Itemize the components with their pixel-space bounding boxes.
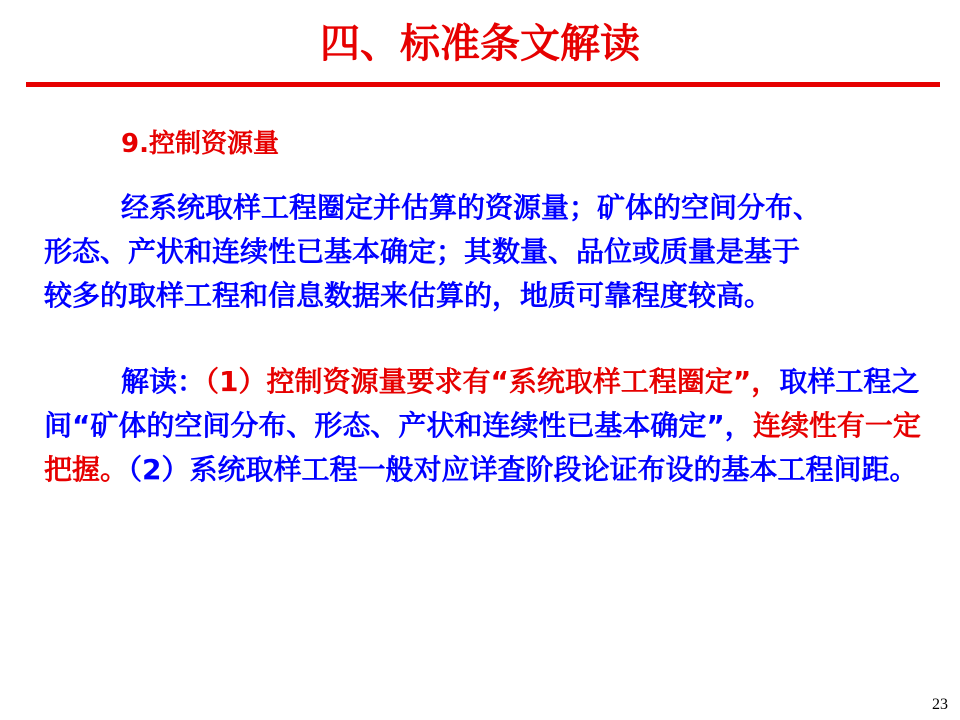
interpretation-label: 解读： (121, 365, 206, 398)
interpretation-point-1-detail: 取样工程之间“矿体的空间分布、形态、产状和连续性已基本确定”， (44, 365, 920, 442)
page-number: 23 (932, 696, 948, 713)
definition-line-3: 较多的取样工程和信息数据来估算的，地质可靠程度较高。 (44, 279, 773, 312)
section-heading: 9.控制资源量 (121, 129, 279, 159)
title-underline (26, 82, 940, 87)
definition-line-1: 经系统取样工程圈定并估算的资源量；矿体的空间分布、 (121, 191, 822, 224)
interpretation-point-1-conclusion: 连续性有一定把握。 (44, 409, 921, 486)
slide-title: 四、标准条文解读 (320, 21, 640, 67)
interpretation-point-2: （2）系统取样工程一般对应详查阶段论证布设的基本工程间距。 (128, 453, 918, 486)
definition-paragraph (44, 186, 940, 318)
interpretation-point-1: （1）控制资源量要求有“系统取样工程圈定”， (205, 365, 780, 398)
interpretation-paragraph (44, 360, 940, 492)
definition-line-2: 形态、产状和连续性已基本确定；其数量、品位或质量是基于 (44, 235, 801, 268)
